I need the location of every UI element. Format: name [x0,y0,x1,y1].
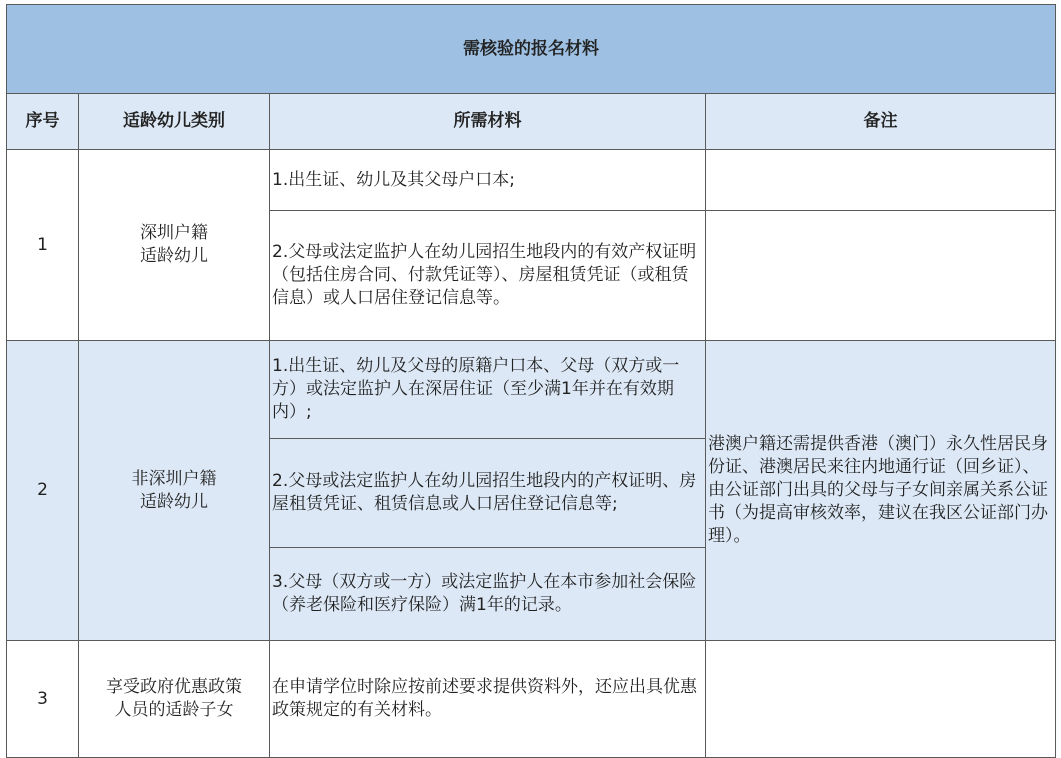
header-notes: 备注 [706,94,1056,150]
material-cell: 在申请学位时除应按前述要求提供资料外，还应出具优惠政策规定的有关材料。 [270,641,706,758]
material-cell: 1.出生证、幼儿及其父母户口本; [270,150,706,211]
note-cell-empty [706,211,1056,341]
note-cell: 港澳户籍还需提供香港（澳门）永久性居民身份证、港澳居民来往内地通行证（回乡证）、由公证部门出具的父母与子女间亲属关系公证书（为提高审核效率，建议在我区公证部门办理）。 [706,341,1056,641]
row-category: 深圳户籍 适龄幼儿 [79,150,270,341]
material-cell: 2.父母或法定监护人在幼儿园招生地段内的有效产权证明（包括住房合同、付款凭证等）、房屋租赁凭证（或租赁信息）或人口居住登记信息等。 [270,211,706,341]
note-cell [706,150,1056,211]
row-category: 非深圳户籍 适龄幼儿 [79,341,270,641]
table-row [7,341,1056,439]
row-seq: 1 [7,150,79,341]
header-seq: 序号 [7,94,79,150]
title-row [7,5,1056,94]
header-category: 适龄幼儿类别 [79,94,270,150]
row-seq: 3 [7,641,79,758]
table-row [7,150,1056,211]
material-cell: 2.父母或法定监护人在幼儿园招生地段内的产权证明、房屋租赁凭证、租赁信息或人口居住登记信息等; [270,439,706,548]
material-cell: 3.父母（双方或一方）或法定监护人在本市参加社会保险（养老保险和医疗保险）满1年的记录。 [270,548,706,641]
header-row [7,94,1056,150]
row-category: 享受政府优惠政策 人员的适龄子女 [79,641,270,758]
header-materials: 所需材料 [270,94,706,150]
material-cell: 1.出生证、幼儿及父母的原籍户口本、父母（双方或一方）或法定监护人在深居住证（至少满1年并在有效期内）; [270,341,706,439]
note-cell [706,641,1056,758]
table-title: 需核验的报名材料 [7,5,1056,94]
row-seq: 2 [7,341,79,641]
materials-table [6,4,1056,758]
table-row [7,641,1056,758]
